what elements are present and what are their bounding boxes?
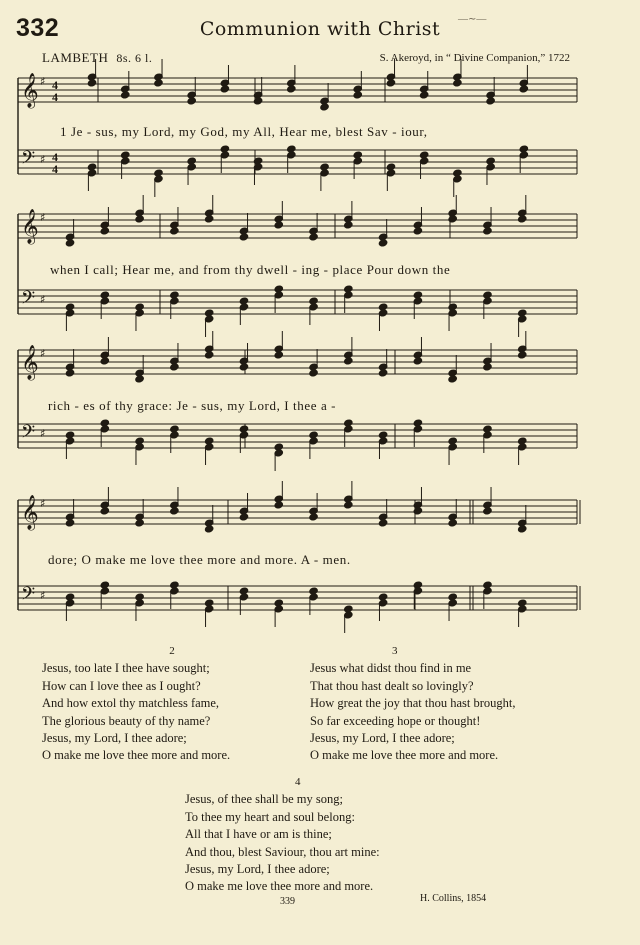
- verse-line: Jesus, my Lord, I thee adore;: [310, 731, 455, 746]
- treble-clef-icon: 𝄞: [21, 495, 39, 530]
- sharp-icon: ♯: [40, 427, 46, 440]
- note-head: [220, 85, 230, 93]
- note-head: [65, 239, 75, 247]
- sharp-icon: ♯: [40, 75, 46, 88]
- note-head: [378, 369, 388, 377]
- note-head: [413, 357, 423, 365]
- note-head: [239, 363, 249, 371]
- note-head: [519, 85, 529, 93]
- verse-line: Jesus, my Lord, I thee adore;: [42, 731, 187, 746]
- page-number: 339: [280, 896, 295, 907]
- note-head: [135, 215, 145, 223]
- bass-clef-icon: 𝄢: [21, 288, 36, 313]
- note-head: [100, 357, 110, 365]
- note-head: [378, 239, 388, 247]
- note-head: [100, 227, 110, 235]
- treble-clef-icon: 𝄞: [21, 345, 39, 380]
- treble-clef-icon: 𝄞: [21, 73, 39, 108]
- verse-2: [42, 643, 302, 765]
- verse-line: Jesus what didst thou find in me: [310, 661, 472, 676]
- hymn-title: Communion with Christ: [199, 18, 441, 40]
- note-head: [204, 215, 214, 223]
- note-head: [65, 369, 75, 377]
- note-head: [453, 79, 463, 87]
- note-head: [274, 221, 284, 229]
- verse-line: To thee my heart and soul belong:: [185, 809, 355, 824]
- sharp-icon: ♯: [40, 211, 46, 224]
- verse-line: That thou hast dealt so lovingly?: [310, 678, 474, 693]
- sharp-icon: ♯: [40, 153, 46, 166]
- ornament-icon: —∼—: [458, 14, 487, 25]
- verse-line: And thou, blest Saviour, thou art mine:: [185, 844, 380, 859]
- verse-line: How great the joy that thou hast brought,: [310, 696, 516, 711]
- note-head: [65, 519, 75, 527]
- note-head: [87, 79, 97, 87]
- verse-line: So far exceeding hope or thought!: [310, 713, 481, 728]
- lyrics-line-2: when I call; Hear me, and from thy dwell - ing - place Pour down the: [50, 262, 451, 277]
- bass-clef-icon: 𝄢: [21, 584, 36, 609]
- note-head: [309, 513, 319, 521]
- lyrics-line-3: rich - es of thy grace: Je - sus, my Lord, I thee a -: [48, 398, 337, 413]
- note-head: [344, 357, 354, 365]
- verse-line: Jesus, my Lord, I thee adore;: [185, 862, 330, 877]
- note-head: [170, 507, 180, 515]
- note-head: [170, 227, 180, 235]
- verse-4: [185, 774, 465, 896]
- note-head: [517, 351, 527, 359]
- verse-line: Jesus, of thee shall be my song;: [185, 792, 343, 807]
- note-head: [204, 351, 214, 359]
- note-head: [517, 215, 527, 223]
- verse-line: O make me love thee more and more.: [42, 748, 231, 763]
- verse-line: Jesus, too late I thee have sought;: [42, 661, 210, 676]
- note-head: [170, 363, 180, 371]
- note-head: [344, 221, 354, 229]
- meter: 8s. 6 l.: [116, 51, 153, 65]
- hymn-number: 332: [16, 14, 60, 42]
- note-head: [204, 525, 214, 533]
- note-head: [419, 91, 429, 99]
- note-head: [448, 519, 458, 527]
- note-head: [413, 227, 423, 235]
- verse-line: And how extol thy matchless fame,: [42, 696, 220, 711]
- note-head: [486, 97, 496, 105]
- lyrics-line-4: dore; O make me love thee more and more. A - men.: [48, 552, 351, 567]
- verse-number: 2: [169, 645, 175, 657]
- note-head: [309, 369, 319, 377]
- note-head: [517, 525, 527, 533]
- note-head: [274, 351, 284, 359]
- note-head: [483, 363, 493, 371]
- note-head: [483, 227, 493, 235]
- note-head: [100, 507, 110, 515]
- note-head: [320, 103, 330, 111]
- note-head: [378, 519, 388, 527]
- time-signature: 4: [52, 78, 58, 92]
- note-head: [287, 85, 297, 93]
- verse-3: [310, 643, 590, 765]
- verse-line: How can I love thee as I ought?: [42, 678, 201, 693]
- time-signature: 4: [52, 162, 58, 176]
- note-head: [483, 507, 493, 515]
- note-head: [135, 519, 145, 527]
- note-head: [239, 513, 249, 521]
- text-credit: H. Collins, 1854: [420, 893, 487, 904]
- sharp-icon: ♯: [40, 293, 46, 306]
- verse-line: The glorious beauty of thy name?: [42, 713, 211, 728]
- verse-line: O make me love thee more and more.: [310, 748, 499, 763]
- note-head: [448, 375, 458, 383]
- sharp-icon: ♯: [40, 347, 46, 360]
- note-head: [386, 79, 396, 87]
- sharp-icon: ♯: [40, 497, 46, 510]
- note-head: [239, 233, 249, 241]
- note-head: [154, 79, 164, 87]
- tune-name: LAMBETH: [42, 50, 109, 65]
- lyrics-line-1: 1 Je - sus, my Lord, my God, my All, Hear me, blest Sav - iour,: [60, 124, 428, 139]
- note-head: [353, 91, 363, 99]
- sharp-icon: ♯: [40, 589, 46, 602]
- verse-line: O make me love thee more and more.: [185, 879, 374, 894]
- verse-number: 3: [392, 645, 398, 657]
- bass-clef-icon: 𝄢: [21, 422, 36, 447]
- note-head: [274, 501, 284, 509]
- time-signature: 4: [52, 90, 58, 104]
- note-head: [309, 233, 319, 241]
- note-head: [448, 215, 458, 223]
- note-head: [120, 91, 130, 99]
- verse-line: All that I have or am is thine;: [185, 827, 332, 842]
- treble-clef-icon: 𝄞: [21, 209, 39, 244]
- verse-number: 4: [295, 776, 301, 788]
- music-attribution: S. Akeroyd, in “ Divine Companion,” 1722: [379, 52, 570, 64]
- note-head: [135, 375, 145, 383]
- bass-clef-icon: 𝄢: [21, 148, 36, 173]
- note-head: [187, 97, 197, 105]
- time-signature: 4: [52, 150, 58, 164]
- note-head: [344, 501, 354, 509]
